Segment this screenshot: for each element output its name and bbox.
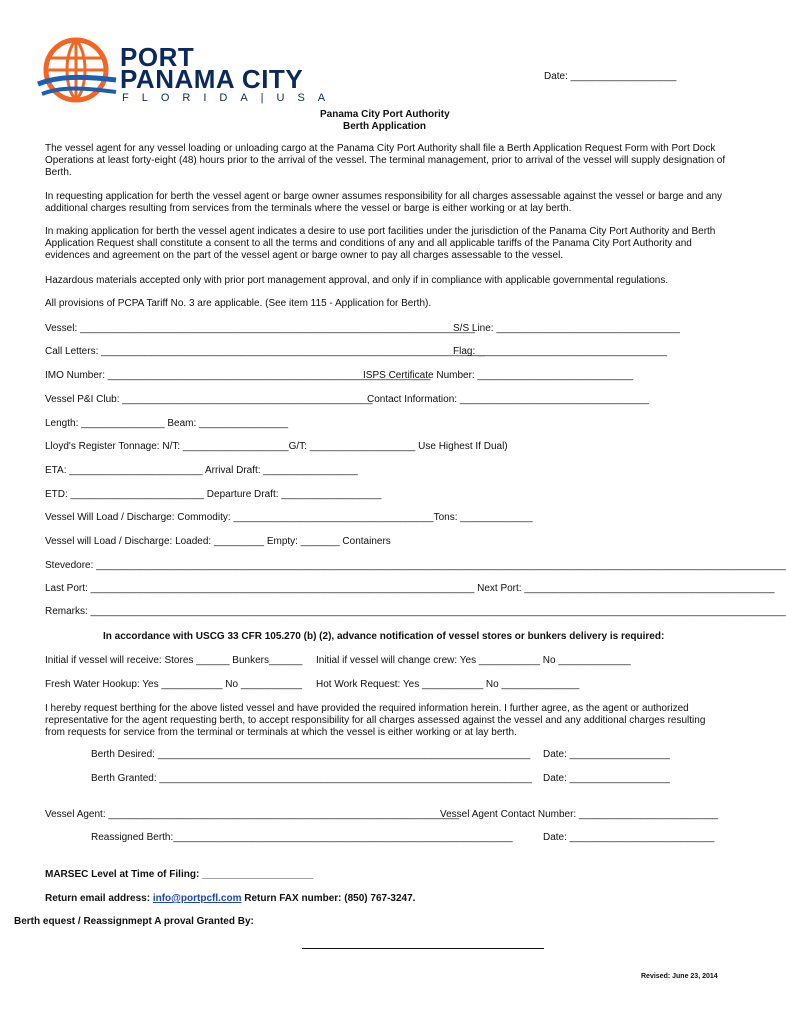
email-link[interactable]: info@portpcfl.com [152, 893, 242, 904]
globe-sun-icon [36, 36, 118, 108]
hazardous-paragraph: Hazardous materials accepted only with prior port management approval, and only if in compliance with applicable governmental regulations. [45, 275, 669, 286]
return-email-label: Return email address: [45, 893, 151, 904]
etd-field[interactable]: ETD: ________________________ Departure Draft: __________________ [45, 489, 382, 500]
uscg-notice: In accordance with USCG 33 CFR 105.270 (b) (2), advance notification of vessel stores or bunkers delivery is required: [103, 631, 665, 642]
flag-field[interactable]: Flag: __________________________________ [453, 346, 668, 357]
isps-certificate-field[interactable]: ISPS Certificate Number: ____________________________ [363, 370, 634, 381]
imo-number-field[interactable]: IMO Number: __________________________________________________________ [45, 370, 431, 381]
loaded-empty-field[interactable]: Vessel will Load / Discharge: Loaded: _________ Empty: _______ Containers [45, 536, 391, 547]
contact-information-field[interactable]: Contact Information: __________________________________ [367, 394, 649, 405]
logo-subtitle: FLORIDA|USA [122, 92, 339, 104]
length-beam-field[interactable]: Length: _______________ Beam: ________________ [45, 418, 289, 429]
berth-granted-date-field[interactable]: Date: __________________ [543, 773, 670, 784]
change-crew-field[interactable]: Initial if vessel will change crew: Yes ___________ No _____________ [316, 655, 631, 666]
agent-contact-field[interactable]: Vessel Agent Contact Number: _________________________ [440, 809, 719, 820]
last-next-port-field[interactable]: Last Port: _____________________________________________________________________ Next Port: _____________________________________________ [45, 583, 775, 594]
return-fax-text: Return FAX number: (850) 767-3247. [244, 893, 416, 904]
reassigned-date-field[interactable]: Date: __________________________ [543, 832, 715, 843]
hot-work-field[interactable]: Hot Work Request: Yes ___________ No ______________ [316, 679, 580, 690]
date-field[interactable]: Date: ___________________ [544, 71, 677, 82]
lloyds-tonnage-field[interactable]: Lloyd's Register Tonnage: N/T: ___________________G/T: ___________________ Use Highest If Dual) [45, 441, 508, 452]
agreement-paragraph: I hereby request berthing for the above listed vessel and have provided the required information herein. I further agree, as the agent or authorized representative for the agent requesting berth, to accept responsibility for all charges assessed against the vessel and any additional charges resulting from requests for service from the terminal or terminals at which the vessel is either working or at lay berth. [45, 703, 706, 738]
logo-port-text: PORT [120, 42, 195, 72]
reassigned-berth-field[interactable]: Reassigned Berth:_____________________________________________________________ [91, 832, 513, 843]
page-title: Panama City Port Authority [320, 109, 450, 120]
consent-paragraph: In making application for berth the vessel agent indicates a desire to use port facilities under the jurisdiction of the Panama City Port Authority and Berth Application Request shall constitute a consent to all the terms and conditions of any and all applicable tariffs of the Panama City Port Authority and evidences and agreement on the part of the vessel agent or barge owner to pay all charges assessable to the vessel. [45, 226, 716, 261]
eta-field[interactable]: ETA: ________________________ Arrival Draft: _________________ [45, 465, 358, 476]
vessel-field[interactable]: Vessel: _______________________________________________________________________ [45, 323, 475, 334]
return-contact-line [45, 893, 415, 905]
vessel-agent-field[interactable]: Vessel Agent: _______________________________________________________________ [45, 809, 459, 820]
fresh-water-field[interactable]: Fresh Water Hookup: Yes ___________ No ___________ [45, 679, 303, 690]
berth-desired-date-field[interactable]: Date: __________________ [543, 749, 670, 760]
berth-desired-field[interactable]: Berth Desired: ___________________________________________________________________ [91, 749, 531, 760]
tariff-paragraph: All provisions of PCPA Tariff No. 3 are applicable. (See item 115 - Application for Berth). [45, 298, 432, 309]
pni-club-field[interactable]: Vessel P&I Club: _____________________________________________ [45, 394, 373, 405]
page-subtitle: Berth Application [343, 121, 426, 132]
remarks-field[interactable]: Remarks: _____________________________________________________________________________________________________________________________ [45, 606, 786, 617]
stores-bunkers-field[interactable]: Initial if vessel will receive: Stores ______ Bunkers______ [45, 655, 303, 666]
revised-date: Revised: June 23, 2014 [641, 973, 718, 980]
responsibility-paragraph: In requesting application for berth the vessel agent or barge owner assumes responsibility for all charges assessable against the vessel or barge and any additional charges resulting from services from the terminals where the vessel or barge is either working or at lay berth. [45, 191, 723, 214]
logo-city-text: PANAMA CITY [120, 64, 304, 94]
intro-paragraph: The vessel agent for any vessel loading or unloading cargo at the Panama City Port Authority shall file a Berth Application Request Form with Port Dock Operations at least forty-eight (48) hours prior to the arrival of the vessel. The terminal management, prior to arrival of the vessel will supply designation of Berth. [45, 143, 726, 178]
ss-line-field[interactable]: S/S Line: _________________________________ [453, 323, 680, 334]
approval-label: Berth equest / Reassignmept A proval Granted By: [14, 916, 254, 927]
stevedore-field[interactable]: Stevedore: ____________________________________________________________________________________________________________________________ [45, 560, 786, 571]
berth-granted-field[interactable]: Berth Granted: ___________________________________________________________________ [91, 773, 532, 784]
marsec-field[interactable]: MARSEC Level at Time of Filing: ____________________ [45, 869, 314, 880]
commodity-field[interactable]: Vessel Will Load / Discharge: Commodity: ____________________________________Tons: _____________ [45, 512, 533, 523]
approval-signature-line[interactable] [302, 948, 544, 949]
port-logo [36, 36, 339, 108]
call-letters-field[interactable]: Call Letters: _____________________________________________________________________ [45, 346, 485, 357]
